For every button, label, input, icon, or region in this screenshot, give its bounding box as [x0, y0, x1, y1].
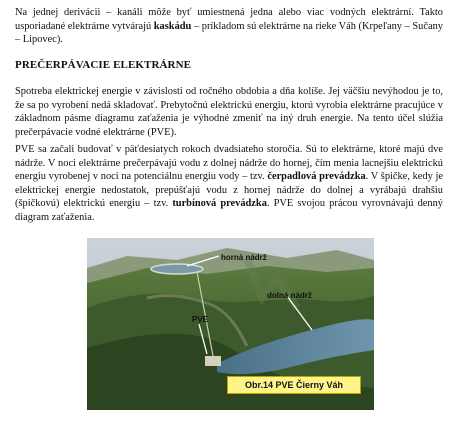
- paragraph-pve-operation: [15, 143, 443, 225]
- label-pve: PVE: [192, 315, 209, 324]
- paragraph-text: PVE sa začali budovať v päťdesiatych rokoch dvadsiateho storočia. Sú to elektrárne, ktoré majú dve nádrže. V noci elektrárne prečerpávajú vodu z dolnej nádrže do hornej, čím menia lacnejšiu elektrickú energiu vyrobenej v noci na potenciálnu energiu vody – tzv.: [15, 144, 443, 183]
- bold-term-turbine-mode: turbínová prevádzka: [172, 198, 267, 210]
- bold-term-pump-mode: čerpadlová prevádzka: [267, 171, 366, 183]
- paragraph-consumption: Spotreba elektrickej energie v závislosti od ročného obdobia a dňa kolíše. Jej väčšiu nevýhodou je to, že sa po vyrobení nedá skladovať. Prebytočnú elektrickú energiu, ktorú vyrobia elektrárne pracujúce v základnom pásme diagramu zaťaženia je výhodné zmeniť na iný druh energie. Na tento účel slúžia prečerpávacie vodné elektrárne (PVE).: [15, 86, 443, 138]
- bold-term-kaskada: kaskádu: [153, 20, 192, 32]
- paragraph-text: . PVE svojou prácou vyrovnávajú denný diagram zaťaženia.: [15, 198, 443, 223]
- upper-reservoir-shape: [151, 264, 203, 274]
- paragraph-text: – príkladom sú elektrárne na rieke Váh (Krpeľany – Sučany – Lipovec).: [15, 20, 443, 46]
- label-lower-reservoir: dolná nádrž: [267, 291, 312, 300]
- paragraph-cascade: [15, 6, 443, 47]
- section-heading: PREČERPÁVACIE ELEKTRÁRNE: [15, 59, 192, 71]
- paragraph-text: Na jednej derivácii – kanáli môže byť umiestnená jedna alebo viac vodných elektrární. Takto usporiadané elektrárne vytvárajú: [15, 7, 443, 32]
- power-station-shape: [205, 356, 221, 366]
- label-upper-reservoir: horná nádrž: [221, 253, 267, 262]
- paragraph-text: . V špičke, kedy je elektrickej energie nedostatok, prepúšťajú vodu z hornej nádrže do dolnej a vyrábajú drahšiu (špičkovú) elektrickú energiu – tzv.: [15, 171, 443, 210]
- figure-caption: Obr.14 PVE Čierny Váh: [227, 376, 361, 394]
